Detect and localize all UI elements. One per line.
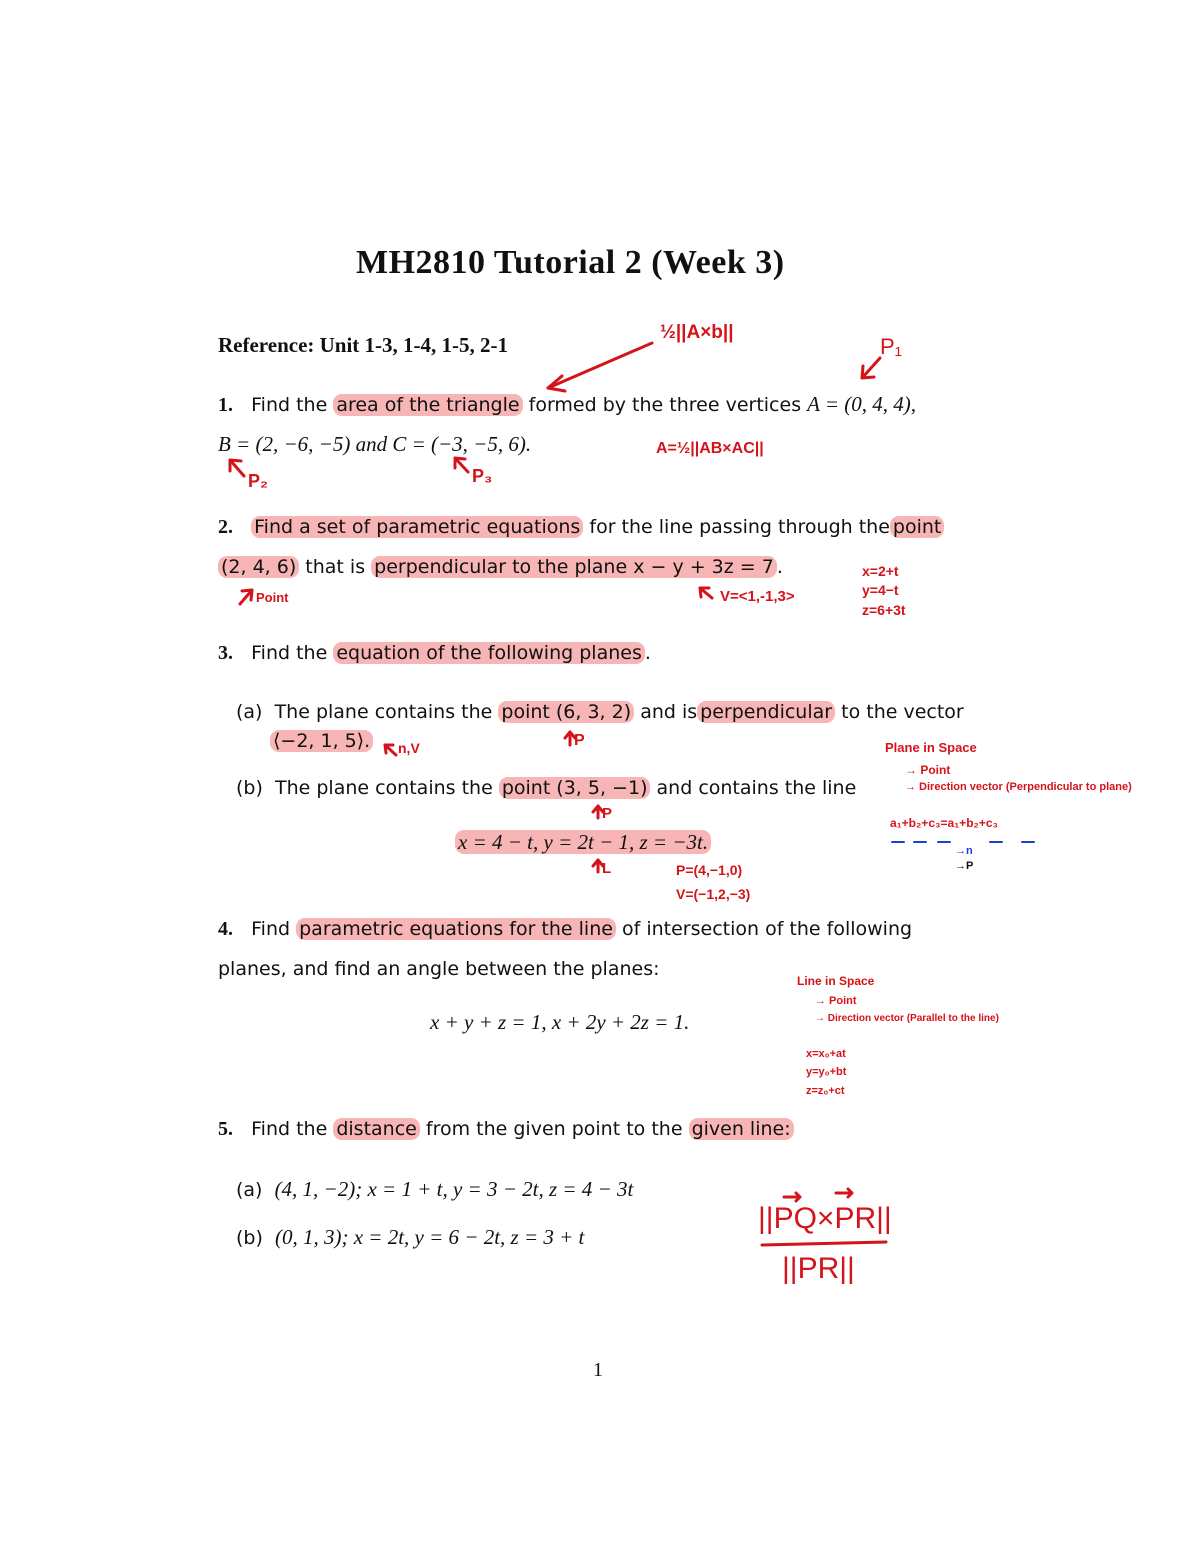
- note-z-eq: z=6+3t: [862, 602, 906, 618]
- q3b-equation-highlight: x = 4 − t, y = 2t − 1, z = −3t.: [455, 830, 711, 854]
- question-4-line-2: planes, and find an angle between the planes:: [218, 958, 660, 980]
- question-4-number: 4.: [218, 918, 233, 940]
- q4-pre: Find: [251, 918, 291, 940]
- question-3-number: 3.: [218, 642, 233, 664]
- note-p1: P₁: [880, 334, 903, 359]
- note-arrow-p: →P: [955, 860, 974, 872]
- note-v-vector: V=<1,-1,3>: [720, 588, 795, 605]
- question-3b-line-1: [236, 777, 856, 799]
- note-lx: x=x₀+at: [806, 1048, 846, 1060]
- reference-line: Reference: Unit 1-3, 1-4, 1-5, 2-1: [218, 333, 509, 357]
- question-3a-line-2: [270, 730, 373, 752]
- q3b-highlight: point (3, 5, −1): [499, 777, 651, 799]
- arrowhead-area-icon: [548, 376, 565, 391]
- note-line-direction: → Direction vector (Parallel to the line): [815, 1013, 999, 1024]
- note-v-coords: V=(−1,2,−3): [676, 886, 751, 902]
- arrow-p2-icon: [230, 460, 244, 476]
- arrow-nv-icon: [385, 745, 396, 755]
- question-5b: [236, 1225, 584, 1250]
- q2-mid: for the line passing through the: [589, 516, 890, 538]
- arrow-p3-icon: [455, 458, 468, 472]
- q1-pre: Find the: [251, 394, 328, 416]
- q3-pre: Find the: [251, 642, 328, 664]
- question-4-line-1: [218, 918, 912, 941]
- q3b-label: (b): [236, 777, 263, 799]
- note-lz: z=z₀+ct: [806, 1085, 845, 1097]
- q1-post: formed by the three vertices: [528, 394, 802, 416]
- question-5a: [236, 1177, 633, 1202]
- arrow-p1-icon: [862, 358, 880, 378]
- q3-end: .: [644, 642, 651, 664]
- note-p-3a: P: [574, 732, 585, 749]
- q4-highlight: parametric equations for the line: [296, 918, 616, 940]
- q3b-pre: The plane contains the: [274, 777, 493, 799]
- note-line-point: → Point: [815, 995, 857, 1007]
- q5a-label: (a): [236, 1179, 263, 1201]
- note-n-v: n,V: [398, 740, 420, 756]
- q3a-highlight-3: ⟨−2, 1, 5⟩.: [270, 730, 373, 752]
- note-arrow-point: → Point: [905, 763, 951, 777]
- question-2-line-2: [218, 556, 783, 578]
- question-1-line-2: B = (2, −6, −5) and C = (−3, −5, 6).: [218, 432, 532, 456]
- note-distance-numerator: ||PQ×PR||: [758, 1202, 892, 1235]
- question-3b-equation: [455, 830, 711, 855]
- note-point: Point: [256, 590, 289, 605]
- q5a-text: (4, 1, −2); x = 1 + t, y = 3 − 2t, z = 4 − 3t: [274, 1177, 634, 1201]
- q5-pre: Find the: [251, 1118, 328, 1140]
- page-number: 1: [593, 1359, 603, 1381]
- arrow-v-icon: [700, 588, 712, 598]
- q5-mid: from the given point to the: [425, 1118, 683, 1140]
- q3-highlight: equation of the following planes: [333, 642, 645, 664]
- fraction-bar-icon: [762, 1242, 886, 1245]
- note-half-axb: ½||A×b||: [660, 322, 734, 343]
- q3a-pre: The plane contains the: [274, 701, 493, 723]
- question-3a-line-1: [236, 701, 964, 723]
- q3a-label: (a): [236, 701, 263, 723]
- q1-vertex-a: A = (0, 4, 4),: [807, 392, 916, 416]
- q3a-highlight-1: point (6, 3, 2): [498, 701, 634, 723]
- q4-post: of intersection of the following: [621, 918, 913, 940]
- vector-arrow-pq-icon: [784, 1193, 800, 1201]
- q3a-mid: and is: [640, 701, 698, 723]
- q2-mid-2: that is: [305, 556, 366, 578]
- note-line-in-space: Line in Space: [797, 974, 875, 988]
- q3b-post: and contains the line: [656, 777, 857, 799]
- q5b-label: (b): [236, 1227, 263, 1249]
- q3a-highlight-2: perpendicular: [697, 701, 835, 723]
- q2-end: .: [776, 556, 783, 578]
- arrow-point-icon: [240, 590, 252, 604]
- question-4-equation: x + y + z = 1, x + 2y + 2z = 1.: [430, 1010, 690, 1034]
- q3a-post: to the vector: [841, 701, 964, 723]
- question-1-number: 1.: [218, 394, 233, 416]
- vector-arrow-pr-icon: [836, 1189, 852, 1197]
- note-plane-in-space: Plane in Space: [885, 740, 977, 755]
- note-l-3b: L: [602, 860, 612, 877]
- note-arrow-direction: → Direction vector (Perpendicular to plane): [905, 781, 1132, 793]
- note-plane-equation: a₁+b₂+c₃=a₁+b₂+c₃: [890, 816, 999, 830]
- page-title: MH2810 Tutorial 2 (Week 3): [356, 244, 785, 281]
- note-p-3b: P: [602, 805, 613, 822]
- q2-highlight-3: (2, 4, 6): [218, 556, 299, 578]
- question-2-number: 2.: [218, 516, 233, 538]
- question-1-line-1: [218, 392, 916, 417]
- arrow-area-icon: [548, 343, 652, 388]
- q5-highlight-1: distance: [333, 1118, 420, 1140]
- question-3-line-1: [218, 642, 651, 665]
- q1-highlight: area of the triangle: [333, 394, 522, 416]
- question-5-line-1: [218, 1118, 794, 1141]
- note-arrow-n: →n: [955, 845, 973, 857]
- note-p-coords: P=(4,−1,0): [676, 862, 743, 878]
- note-x-eq: x=2+t: [862, 563, 899, 579]
- q5b-text: (0, 1, 3); x = 2t, y = 6 − 2t, z = 3 + t: [274, 1225, 585, 1249]
- q2-highlight-4: perpendicular to the plane x − y + 3z = 7: [371, 556, 777, 578]
- question-5-number: 5.: [218, 1118, 233, 1140]
- note-y-eq: y=4−t: [862, 582, 899, 598]
- note-distance-denominator: ||PR||: [782, 1252, 855, 1285]
- note-p3: P₃: [472, 466, 493, 486]
- q2-highlight-1: Find a set of parametric equations: [251, 516, 583, 538]
- q5-highlight-2: given line:: [689, 1118, 794, 1140]
- note-area-formula: A=½||AB×AC||: [656, 440, 764, 457]
- note-p2: P₂: [248, 471, 269, 491]
- note-ly: y=y₀+bt: [806, 1066, 847, 1078]
- question-2-line-1: [218, 516, 944, 539]
- q2-highlight-2: point: [890, 516, 944, 538]
